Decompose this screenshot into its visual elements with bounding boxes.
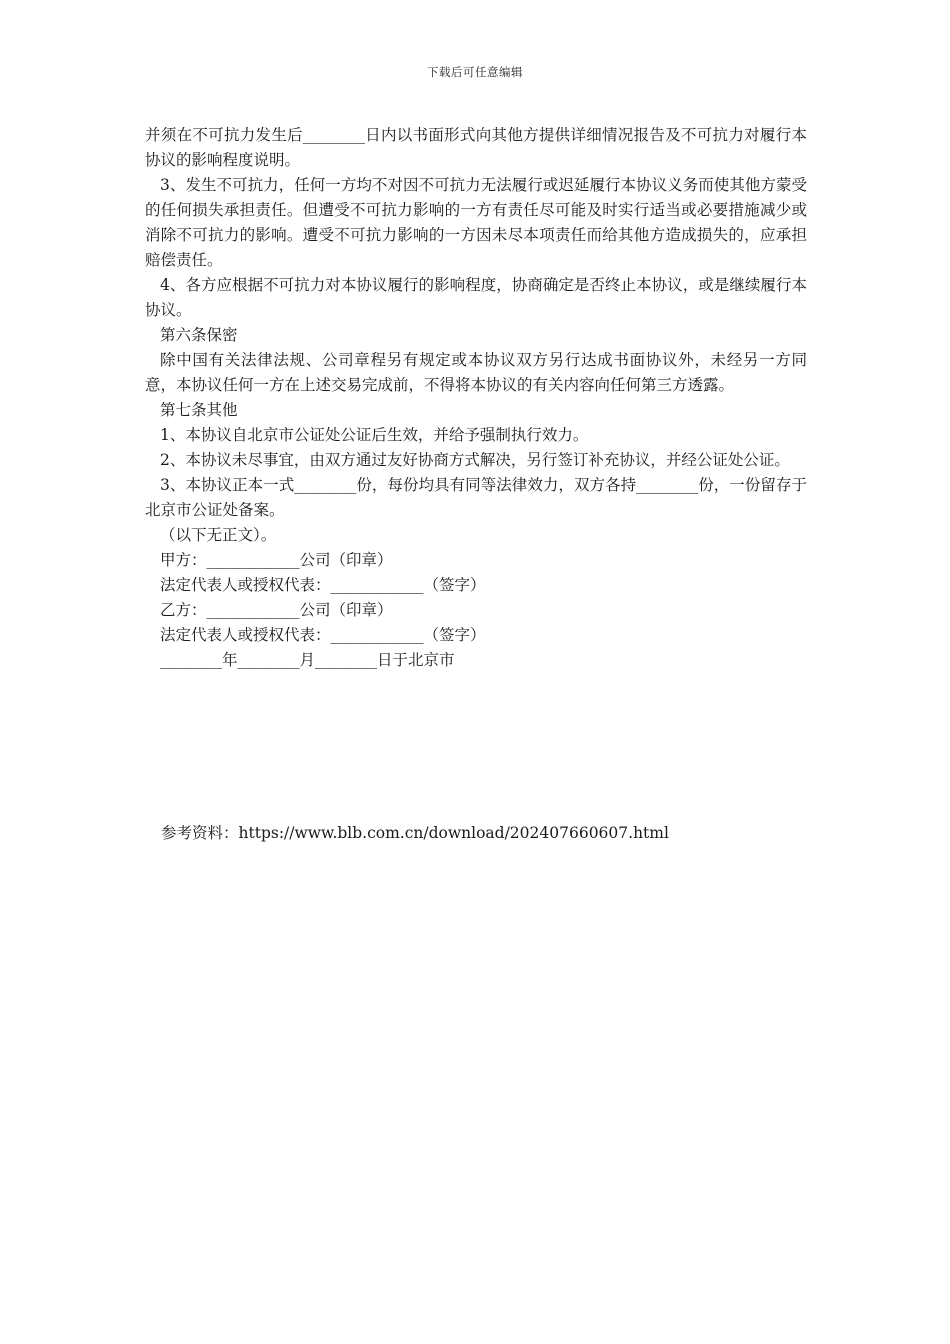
signature-party-a-representative: 法定代表人或授权代表：____________（签字） xyxy=(160,576,486,594)
paragraph-clause-3-liability: 3、发生不可抗力，任何一方均不对因不可抗力无法履行或迟延履行本协议义务而使其他方蒙受的任何损失承担责任。但遭受不可抗力影响的一方有责任尽可能及时实行适当或必要措施减少或消除不可抗力的影响。遭受不可抗力影响的一方因未尽本项责任而给其他方造成损失的，应承担赔偿责任。 xyxy=(145,176,807,269)
signature-party-a: 甲方：____________公司（印章） xyxy=(160,551,393,569)
document-body xyxy=(145,123,807,673)
paragraph-other-1: 1、本协议自北京市公证处公证后生效，并给予强制执行效力。 xyxy=(160,426,589,444)
signature-date-line: ________年________月________日于北京市 xyxy=(160,651,455,669)
paragraph-confidentiality: 除中国有关法律法规、公司章程另有规定或本协议双方另行达成书面协议外，未经另一方同意，本协议任何一方在上述交易完成前，不得将本协议的有关内容向任何第三方透露。 xyxy=(145,351,807,394)
signature-party-b-representative: 法定代表人或授权代表：____________（签字） xyxy=(160,626,486,644)
paragraph-end-of-text: （以下无正文）。 xyxy=(160,526,277,544)
paragraph-other-3: 3、本协议正本一式________份，每份均具有同等法律效力，双方各持________份，一份留存于北京市公证处备案。 xyxy=(145,476,807,519)
paragraph-force-majeure-notice: 并须在不可抗力发生后________日内以书面形式向其他方提供详细情况报告及不可抗力对履行本协议的影响程度说明。 xyxy=(145,126,807,169)
section-heading-confidentiality: 第六条保密 xyxy=(160,326,238,344)
section-heading-other: 第七条其他 xyxy=(160,401,238,419)
page-header: 下载后可任意编辑 xyxy=(427,65,523,79)
paragraph-clause-4-termination: 4、各方应根据不可抗力对本协议履行的影响程度，协商确定是否终止本协议，或是继续履行本协议。 xyxy=(145,276,807,319)
reference-link[interactable]: 参考资料：https://www.blb.com.cn/download/202407660607.html xyxy=(161,824,669,842)
signature-party-b: 乙方：____________公司（印章） xyxy=(160,601,393,619)
paragraph-other-2: 2、本协议未尽事宜，由双方通过友好协商方式解决，另行签订补充协议，并经公证处公证。 xyxy=(160,451,790,469)
